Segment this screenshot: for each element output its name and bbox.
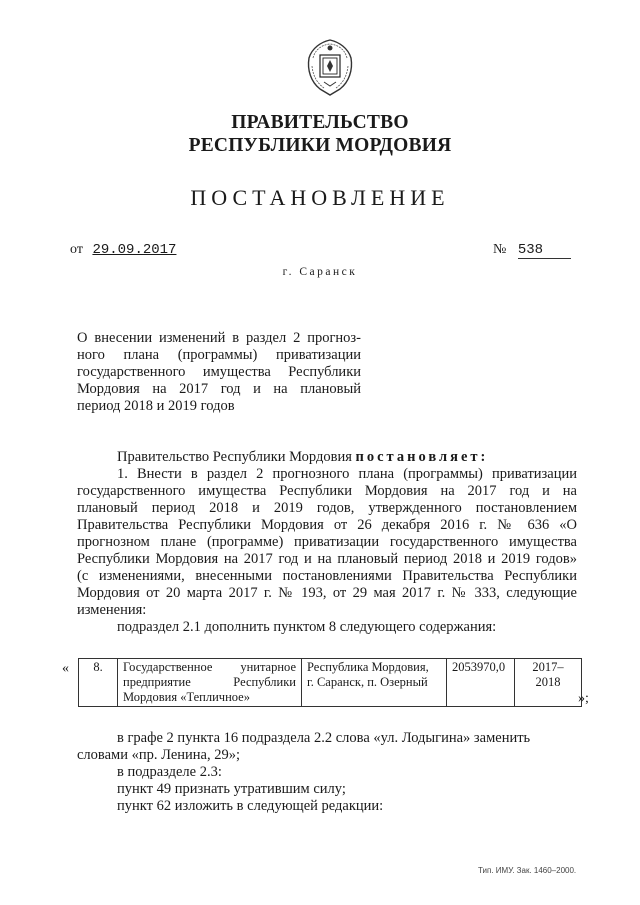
post-table-text <box>77 730 577 815</box>
subject-line: государственного имущества Республики <box>77 364 361 380</box>
document-date <box>70 242 176 258</box>
subject-line: Мордовия на 2017 год и на плановый <box>77 381 361 397</box>
item1-line: государственного имущества Республики Мордовия на 2017 год и на <box>77 483 577 499</box>
post-table-line: в графе 2 пункта 16 подраздела 2.2 слова «ул. Лодыгина» заменить <box>117 730 531 746</box>
item1-line: (с изменениями, внесенными постановлениями Правительства Республики <box>77 568 577 584</box>
date-prefix: от <box>70 242 83 257</box>
subject-line: О внесении изменений в раздел 2 прогноз- <box>77 330 361 346</box>
subject-line: период 2018 и 2019 годов <box>77 398 235 414</box>
cell-amount: 2053970,0 <box>447 659 515 707</box>
cell-years-line: 2018 <box>535 675 561 689</box>
table-row <box>79 659 582 707</box>
table-quote-close: »; <box>578 691 589 706</box>
document-type-title: ПОСТАНОВЛЕНИЕ <box>190 185 450 210</box>
privatization-table <box>78 658 582 707</box>
item1-line: Мордовия от 20 марта 2017 г. № 193, от 29 мая 2017 г. № 333, следующие <box>77 585 577 601</box>
government-title-line1: ПРАВИТЕЛЬСТВО <box>231 112 409 133</box>
cell-name-line: Государственное унитарное <box>123 660 296 674</box>
cell-address <box>302 659 447 707</box>
subsection-line: подраздел 2.1 дополнить пунктом 8 следующего содержания: <box>117 619 497 635</box>
item1-line: 1. Внести в раздел 2 прогнозного плана (программы) приватизации <box>117 466 577 482</box>
cell-address-line: г. Саранск, п. Озерный <box>307 675 428 689</box>
item1-line: Правительства Республики Мордовия от 26 декабря 2016 г. № 636 «О <box>77 517 577 533</box>
number-prefix: № <box>493 242 507 257</box>
document-number <box>493 242 571 258</box>
cell-address-line: Республика Мордовия, <box>307 660 429 674</box>
cell-number: 8. <box>79 659 118 707</box>
city: г. Саранск <box>282 266 358 278</box>
intro-prefix: Правительство Республики Мордовия <box>117 449 352 465</box>
cell-years <box>515 659 582 707</box>
item1-line: плановый период 2018 и 2019 годов, утвержденного постановлением <box>77 500 577 516</box>
date-value: 29.09.2017 <box>92 242 177 258</box>
post-table-line: в подразделе 2.3: <box>117 764 222 780</box>
government-title-line2: РЕСПУБЛИКИ МОРДОВИЯ <box>188 135 452 156</box>
post-table-line: пункт 62 изложить в следующей редакции: <box>117 798 384 814</box>
item1-line: прогнозном плане (программе) приватизации государственного имущества <box>77 534 577 550</box>
subject-line: ного плана (программы) приватизации <box>77 347 361 363</box>
cell-name-line: предприятие Республики <box>123 675 296 689</box>
coat-of-arms-emblem <box>303 36 357 98</box>
post-table-line: пункт 49 признать утратившим силу; <box>117 781 346 797</box>
number-value: 538 <box>518 242 571 259</box>
document-body <box>77 449 577 636</box>
printer-footer: Тип. ИМУ. Зак. 1460–2000. <box>478 866 577 875</box>
decree-word: постановляет: <box>355 449 489 465</box>
cell-name <box>118 659 302 707</box>
post-table-line: словами «пр. Ленина, 29»; <box>77 747 240 763</box>
document-subject <box>77 330 361 415</box>
table-quote-open: « <box>62 661 69 676</box>
cell-years-line: 2017– <box>532 660 564 674</box>
item1-line: изменения: <box>77 602 147 618</box>
item1-line: Республики Мордовия на 2017 год и на плановый период 2018 и 2019 годов» <box>77 551 577 567</box>
intro-paragraph <box>77 449 577 466</box>
cell-name-line: Мордовия «Тепличное» <box>123 690 250 704</box>
